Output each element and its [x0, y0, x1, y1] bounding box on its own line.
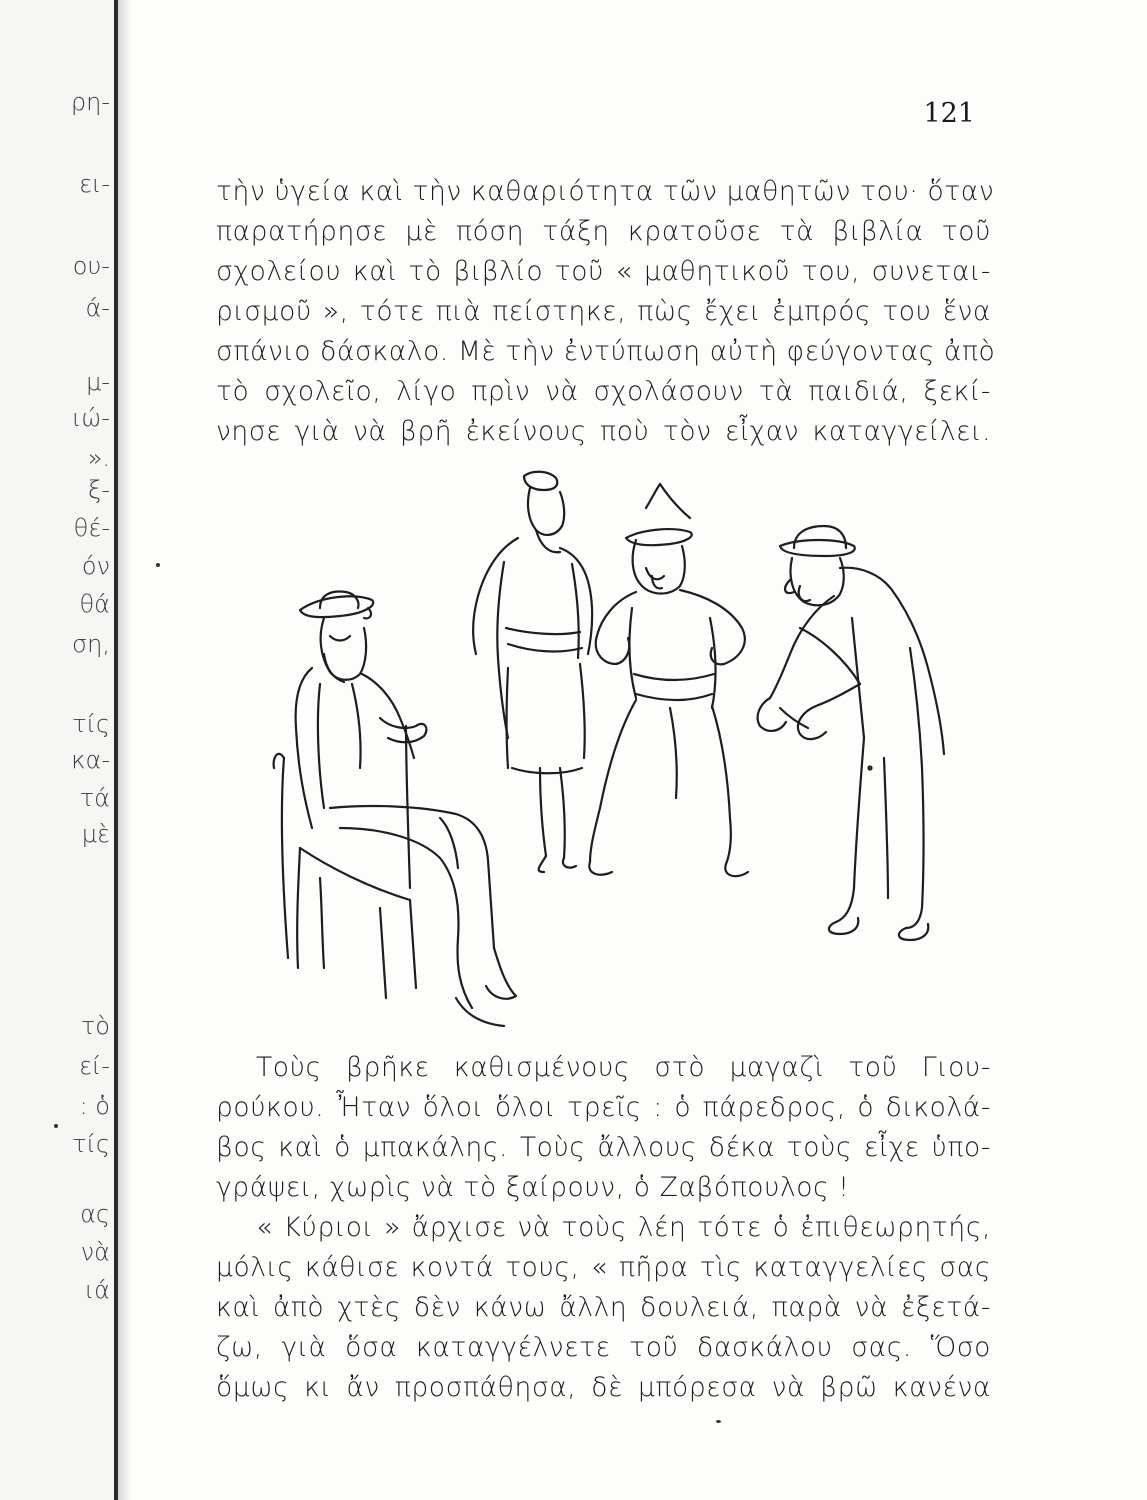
text-line: καὶ ἀπὸ χτὲς δὲν κάνω ἄλλη δουλειά, παρὰ νὰ ἐξετά-	[216, 1292, 991, 1323]
text-line: ρούκου. Ἦταν ὅλοι ὅλοι τρεῖς : ὁ πάρεδρος, ὁ δικολά-	[216, 1092, 991, 1123]
text-line: ὅμως κι ἄν προσπάθησα, δὲ μπόρεσα νὰ βρῶ κανένα	[216, 1372, 991, 1403]
facing-fragment: τίς	[72, 710, 110, 738]
facing-fragment: κα-	[71, 746, 110, 774]
paper-speck	[716, 1420, 721, 1423]
facing-fragment: ».	[87, 444, 110, 472]
text-line: γράψει, χωρὶς νὰ τὸ ξαίρουν, ὁ Ζαβόπουλος !	[216, 1172, 850, 1203]
text-line: νησε γιὰ νὰ βρῆ ἐκείνους ποὺ τὸν εἶχαν καταγγείλει.	[216, 416, 991, 447]
paragraph-1	[216, 172, 996, 452]
facing-fragment: μ-	[86, 368, 110, 396]
facing-fragment: μὲ	[81, 820, 110, 848]
paper-speck	[54, 1124, 58, 1128]
facing-fragment: εί-	[79, 1052, 110, 1080]
four-men-sketch	[260, 468, 960, 1038]
facing-fragment: ου-	[72, 252, 110, 280]
text-line: ρισμοῦ », τότε πιὰ πείστηκε, πὼς ἔχει ἐμπρός του ἕνα	[216, 296, 991, 327]
text-line: σπάνιο δάσκαλο. Μὲ τὴν ἐντύπωση αὐτὴ φεύγοντας ἀπὸ	[216, 336, 996, 367]
text-line: ζω, γιὰ ὅσα καταγγέλνετε τοῦ δασκάλου σας. Ὅσο	[216, 1332, 991, 1363]
text-line: « Κύριοι » ἄρχισε νὰ τοὺς λέη τότε ὁ ἐπιθεωρητής,	[256, 1212, 991, 1243]
facing-fragment: ει-	[79, 170, 110, 198]
page-number: 121	[923, 98, 975, 129]
seated-man-figure	[274, 592, 516, 1026]
facing-fragment: ας	[80, 1200, 110, 1228]
facing-fragment: τίς	[72, 1130, 110, 1158]
text-line: τὴν ὑγεία καὶ τὴν καθαριότητα τῶν μαθητῶν του· ὅταν	[216, 176, 995, 207]
standing-man-kilt-figure	[473, 472, 592, 872]
text-line: Τοὺς βρῆκε καθισμένους στὸ μαγαζὶ τοῦ Γιου-	[256, 1052, 991, 1083]
facing-fragment: ιά	[84, 1276, 110, 1304]
facing-page-edge	[0, 0, 114, 1500]
pen-sketch-illustration	[260, 468, 960, 1038]
text-line: βος καὶ ὁ μπακάλης. Τοὺς ἄλλους δέκα τοὺς εἶχε ὑπο-	[216, 1132, 991, 1163]
stout-man-figure	[589, 484, 748, 876]
facing-fragment: νὰ	[80, 1238, 110, 1266]
paragraph-3	[216, 1208, 991, 1408]
facing-fragment: ση,	[71, 630, 110, 658]
facing-fragment: θέ-	[73, 514, 110, 542]
text-line: μόλις κάθισε κοντά τους, « πῆρα τὶς καταγγελίες σας	[216, 1252, 991, 1283]
text-line: παρατήρησε μὲ πόση τάξη κρατοῦσε τὰ βιβλία τοῦ	[216, 216, 991, 247]
facing-fragment: ρη-	[70, 88, 110, 116]
facing-fragment: ξ-	[87, 476, 110, 504]
facing-fragment: τά	[79, 784, 110, 812]
facing-fragment: τὸ	[80, 1012, 110, 1040]
facing-fragment: όν	[81, 552, 110, 580]
text-line: τὸ σχολεῖο, λίγο πρὶν νὰ σχολάσουν τὰ παιδιά, ξεκί-	[216, 376, 991, 407]
spine-shadow	[118, 0, 132, 1500]
text-line: σχολείου καὶ τὸ βιβλίο τοῦ « μαθητικοῦ του, συνεται-	[216, 256, 991, 287]
facing-fragment: θά	[79, 590, 110, 618]
paragraph-2	[216, 1048, 991, 1208]
paper-speck	[156, 563, 160, 567]
facing-fragment: ά-	[85, 294, 110, 322]
facing-fragment: ιώ-	[71, 404, 110, 432]
facing-fragment: : ὁ	[79, 1092, 110, 1120]
leaning-man-figure	[758, 526, 944, 940]
